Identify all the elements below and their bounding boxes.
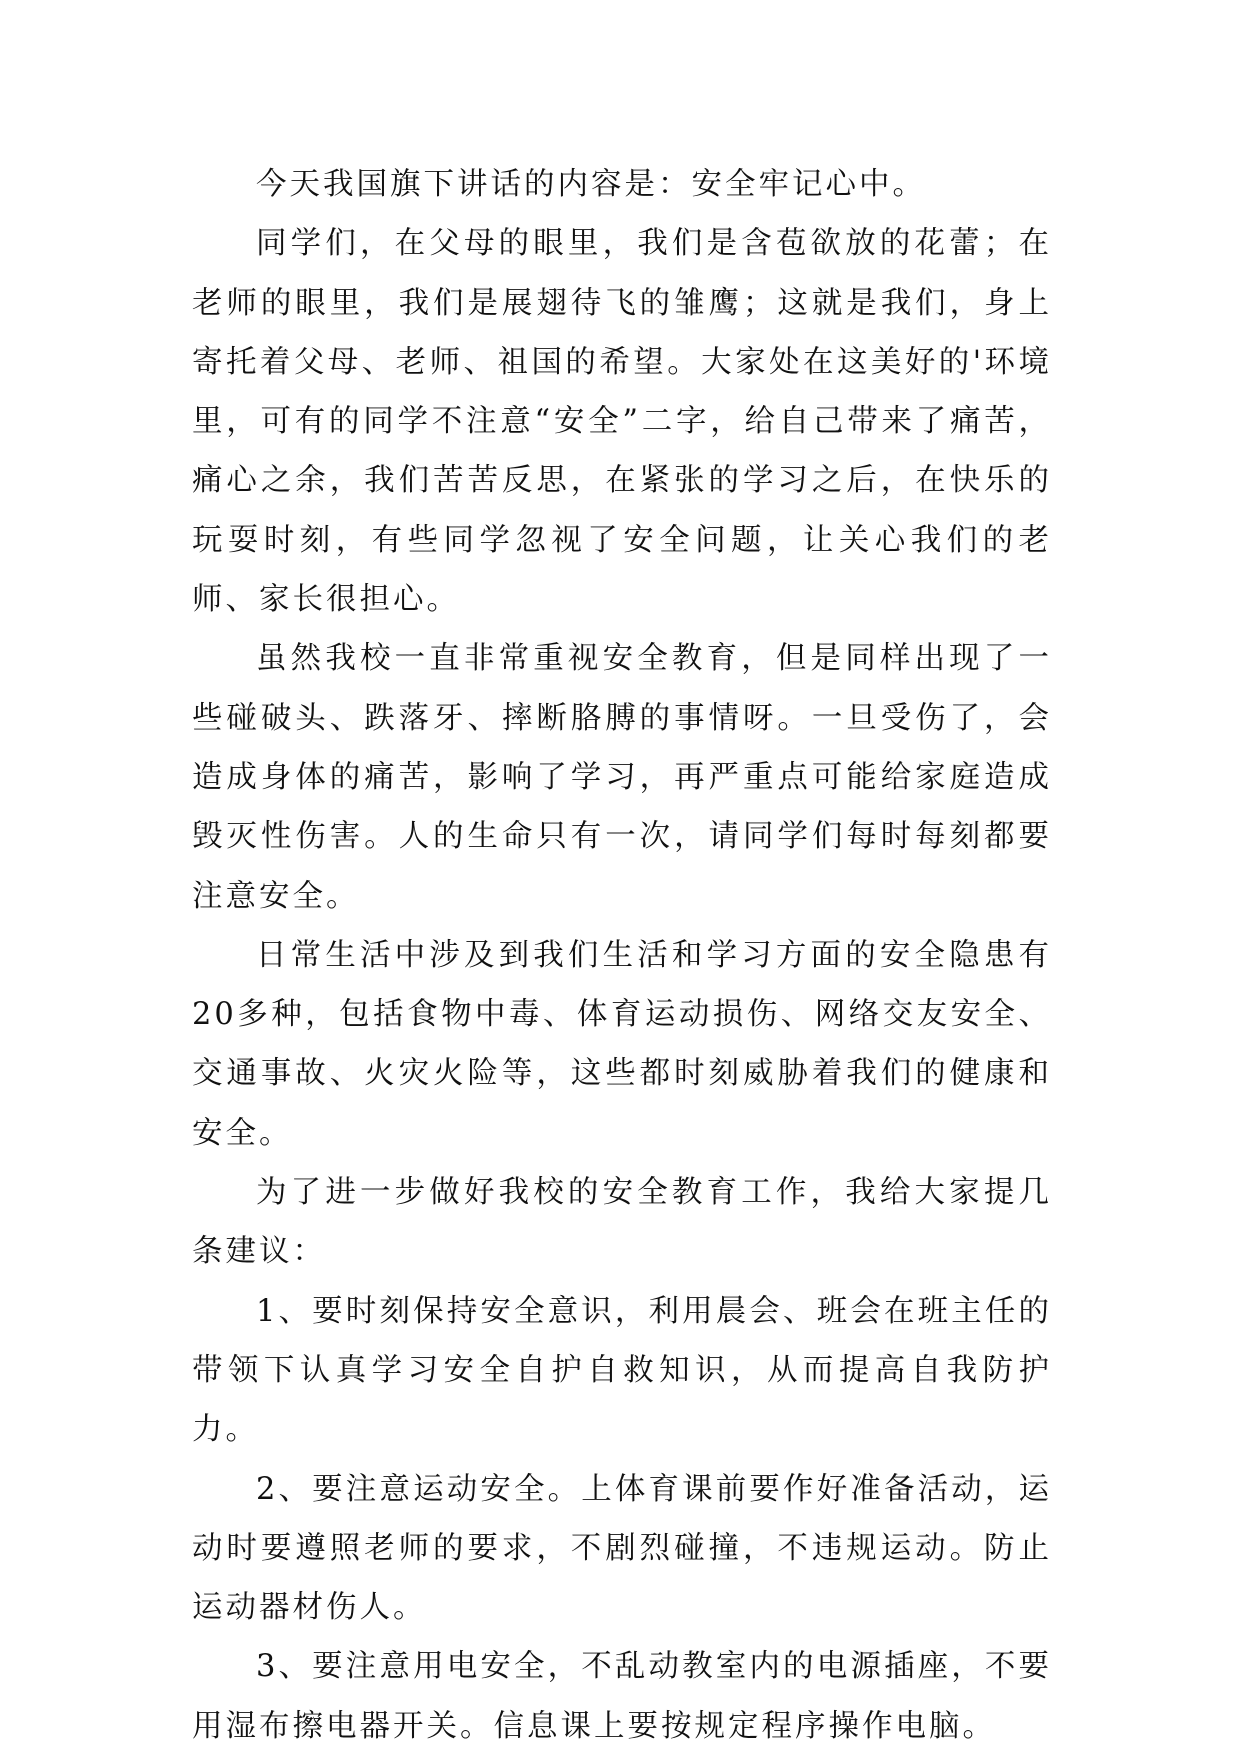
- suggestion-item-2: 2、要注意运动安全。上体育课前要作好准备活动，运动时要遵照老师的要求，不剧烈碰撞，不违规运动。防止运动器材伤人。: [192, 1471, 1052, 1626]
- paragraph-suggestions-intro: 为了进一步做好我校的安全教育工作，我给大家提几条建议：: [192, 1175, 1052, 1270]
- paragraph-hazards: 日常生活中涉及到我们生活和学习方面的安全隐患有20多种，包括食物中毒、体育运动损伤、网络交友安全、交通事故、火灾火险等，这些都时刻威胁着我们的健康和安全。: [192, 937, 1052, 1151]
- paragraph-hopes: 同学们，在父母的眼里，我们是含苞欲放的花蕾；在老师的眼里，我们是展翅待飞的雏鹰；这就是我们，身上寄托着父母、老师、祖国的希望。大家处在这美好的'环境里，可有的同学不注意“安全”二字，给自己带来了痛苦，痛心之余，我们苦苦反思，在紧张的学习之后，在快乐的玩耍时刻，有些同学忽视了安全问题，让关心我们的老师、家长很担心。: [192, 226, 1052, 618]
- suggestion-item-1: 1、要时刻保持安全意识，利用晨会、班会在班主任的带领下认真学习安全自护自救知识，从而提高自我防护力。: [192, 1293, 1052, 1448]
- paragraph-accidents: 虽然我校一直非常重视安全教育，但是同样出现了一些碰破头、跌落牙、摔断胳膊的事情呀。一旦受伤了，会造成身体的痛苦，影响了学习，再严重点可能给家庭造成毁灭性伤害。人的生命只有一次，请同学们每时每刻都要注意安全。: [192, 641, 1052, 914]
- suggestion-item-3: 3、要注意用电安全，不乱动教室内的电源插座，不要用湿布擦电器开关。信息课上要按规定程序操作电脑。: [192, 1649, 1052, 1744]
- paragraph-intro: 今天我国旗下讲话的内容是：安全牢记心中。: [256, 167, 926, 202]
- document-body: [192, 155, 1052, 1756]
